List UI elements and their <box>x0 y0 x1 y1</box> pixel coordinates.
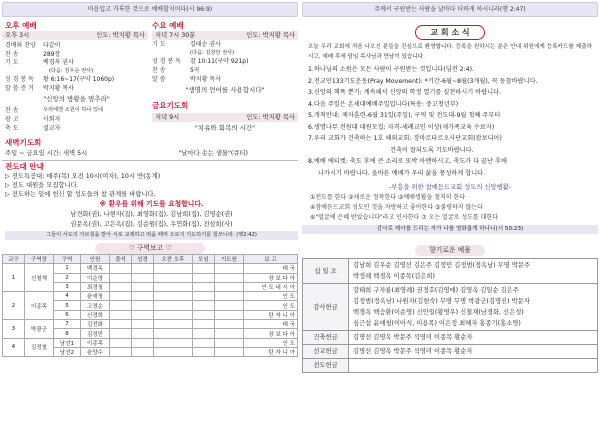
dawn-sermon-title: "날마다 솟는 샘물"(큐티) <box>178 150 248 157</box>
cell-name: 김정민 <box>80 329 109 338</box>
col-header: 모임 <box>192 255 214 264</box>
wednesday-sermon-title: "생명의 언어를 사용합시다" <box>185 86 265 94</box>
order-key: 찬 송 <box>152 67 166 74</box>
evangelism-section <box>2 160 298 240</box>
afternoon-leader: 인도: 박지황 목사 <box>96 32 145 39</box>
order-value: 백경옥 권사 <box>43 59 74 66</box>
order-value: 사회자 <box>43 116 61 123</box>
table-row <box>3 320 298 329</box>
news-item: 6.생명나무 전원대 대원모집: 자격-세례교인 이상(세가족교육 수료자) <box>308 123 495 131</box>
col-header: 교구 <box>3 255 25 264</box>
dawn-time: 주일 ~ 금요일 시간: 새벽 5시 <box>5 150 88 157</box>
offering-row <box>303 331 598 345</box>
order-value: 설교자 <box>43 125 61 132</box>
growth-list <box>302 193 598 223</box>
friday-time: 저녁 9시 <box>155 114 180 121</box>
offering-table <box>302 258 598 373</box>
order-value: 289장 <box>43 51 61 58</box>
offering-names: 백경옥 백승환(이순영) 신안일(황영우) 신철재(남경화, 신은성) <box>353 309 524 316</box>
news-item: 1.하나님의 소원은 모든 사람이 구원받는 것입니다(딤전 2:4). <box>308 66 474 73</box>
cell-name: 최경청 <box>80 282 109 291</box>
cell-report: 장 보 다 아 <box>244 273 298 282</box>
cell-report: 인 도 네 시 아 <box>244 282 298 291</box>
col-header: 오전 오후 <box>153 255 192 264</box>
cell-area: 7 <box>54 320 81 329</box>
col-header: 기도원 <box>214 255 243 264</box>
wednesday-worship <box>148 20 298 135</box>
thanks-verse: 감사로 제사를 드리는 자가 나를 영화롭게 하나니(시 50:23) <box>302 225 598 234</box>
news-item-cont: 건축이 잘되도록 기도바랍니다. <box>390 146 474 154</box>
cell-name: 김전화 <box>80 320 109 329</box>
table-row <box>3 292 298 301</box>
offering-names: 김정범(정옥남) 나원자(김현숙) 무명 무명 박광군(김명진) 박문자 <box>353 298 530 305</box>
order-value-next: (다음: 김창만 권사) <box>190 50 235 56</box>
growth-line: ④참예듣드교회 성도인 것을 자랑하고 좋아한다 ⑤불평하지 않는다 <box>310 204 483 211</box>
wednesday-title: 수요 예배 <box>152 21 184 30</box>
order-value: 우리에겐 소원이 하나 있네 <box>43 107 104 113</box>
news-item: 7.우리 교회가 건축하는 1호 해외교회: 장마르타르오사단교회(캄보디아) <box>308 135 502 142</box>
prayer-names: 남견화(권), 나현자(집), 최영화(집), 김남희(집), 김영순(권) <box>70 211 233 218</box>
order-value: 잠 10:11(구약 921p) <box>190 58 249 65</box>
cell-report: 탄 자 니 아 <box>244 347 298 356</box>
order-value: 박지황 목사 <box>43 85 74 92</box>
cell-name: 백경옥 <box>80 264 109 273</box>
order-value-next: (다음: 김우순 권사) <box>49 68 94 74</box>
news-item: 3.신앙의 핵폭 뿐기: 계속해서 신앙의 학정 열기를 실천하시기 바랍니다. <box>308 89 502 96</box>
region-report-title: ♡ 구역보고 ♡ <box>95 243 205 254</box>
news-item: 5.개척안내: 제자훈련-6월 31일(주일), 구역 및 전도대-9월 첫째 주부터 <box>308 112 501 119</box>
cell-name: 이종목 <box>80 338 109 347</box>
cell-leader: 이종목 <box>24 292 53 320</box>
order-key: 찬 송 <box>5 107 19 114</box>
offering-row <box>303 359 598 373</box>
offering-label: 선교헌금 <box>303 345 349 359</box>
cell-gyo: 3 <box>3 320 25 339</box>
cell-leader: 박광군 <box>24 320 53 339</box>
order-key: 말 씀 <box>152 76 166 83</box>
afternoon-title: 오후 예배 <box>5 21 37 30</box>
order-key: 말 씀 증 거 <box>5 85 34 92</box>
cell-report: 인 도 <box>244 292 298 301</box>
cell-report: 탄 자 니 아 <box>244 310 298 319</box>
prayer-request-heading: ※ 환우를 위해 기도를 요청합니다. <box>99 200 204 208</box>
friday-leader: 인도: 박지황 목사 <box>246 114 295 121</box>
offering-label: 건축헌금 <box>303 331 349 345</box>
order-value: 박지황 목사 <box>190 76 221 83</box>
dawn-prayer <box>2 137 298 159</box>
order-value: 5곡 <box>190 67 200 74</box>
cell-report: 인 도 <box>244 338 298 347</box>
cell-name: 고경순 <box>80 301 109 310</box>
left-banner: 마음입고 거룩한 것으로 예배할지어다(시 96:9) <box>2 2 298 17</box>
order-value: 왕 6:16~17(구약 1060p) <box>43 76 115 83</box>
region-report-table <box>2 254 298 357</box>
welcome-text: 오늘 우리 교회에 처음 나오신 분들을 진심으로 환영합니다. 등록을 원하시는 분은 안내 위원에게 등록카드를 제출하시고, 예배 후에 담임 목사님과 만남이 있습니다. <box>308 44 592 60</box>
cell-gyo: 1 <box>3 264 25 292</box>
table-row <box>3 338 298 347</box>
col-header: 보 고 <box>244 255 298 264</box>
cell-name: 이순영 <box>80 273 109 282</box>
cell-area: 4 <box>54 292 81 301</box>
news-item: 2.전교인133기도운동(Pray Movement): *기간-6월~8월(3개월), 꼭 동참바랍니다. <box>308 77 538 85</box>
cell-area: 3 <box>54 282 81 291</box>
order-value: 다같이 <box>43 42 61 49</box>
offering-label: 전도헌금 <box>303 359 349 373</box>
order-key: 찬 송 <box>5 51 19 58</box>
order-key: 성 경 봉 독 <box>5 76 34 83</box>
growth-line: ①전도를 한다 ②새로운 정착한다 ③예배생활을 철저히 한다 <box>310 194 466 201</box>
news-title: 교 회 소 식 <box>415 25 484 40</box>
left-page <box>2 2 298 422</box>
order-key: 경배와 찬양 <box>5 42 36 49</box>
cell-report: 태 국 <box>244 264 298 273</box>
order-key: 기 도 <box>152 41 166 48</box>
offering-names: 강태희 구자룡(최영례) 권정호(김영애) 김영옥 김일순 김은주 <box>353 287 519 294</box>
cell-gyo: 4 <box>3 338 25 357</box>
order-key: 광 고 <box>5 116 19 123</box>
cell-name: 신경희 <box>80 310 109 319</box>
col-header: 구역 <box>54 255 81 264</box>
growth-line: ⑥"얼굴에 은혜 받았습니다"라고 인사한다 ⑦ 오는 얼굴로 성도를 대한다 <box>310 214 499 221</box>
region-report <box>2 243 298 357</box>
friday-title: 금요기도회 <box>152 101 189 110</box>
prayer-names: 권문옥(권), 고은옥(집), 김순원(집), 우연화(집), 전삼희(사) <box>70 220 233 228</box>
offering-row <box>303 345 598 359</box>
offering-names: 심근섭 윤애청(이아식, 이용목) 이은정 최혜자 홍종기(홍소영) <box>353 320 521 327</box>
offering-title: 향기로운 예물 <box>415 245 485 256</box>
evangelism-line: ▷ 전도하는 일에 헌신 할 성도들의 참 관계를 바랍니다. <box>5 191 156 198</box>
table-row <box>3 264 298 273</box>
order-key: 축 도 <box>5 125 19 132</box>
cell-area: 남선2 <box>54 347 81 356</box>
offering-row <box>303 284 598 331</box>
order-key: 기 도 <box>5 59 19 66</box>
right-banner: 주께서 구원받는 사람을 날마다 더하게 하시니라(행 2:47) <box>302 2 598 17</box>
wednesday-leader: 인도: 박지황 목사 <box>246 32 295 39</box>
evangelism-title: 전도대 안내 <box>5 162 44 171</box>
right-page <box>302 2 598 422</box>
afternoon-sermon-title: "신앙의 방황을 멈추라" <box>43 95 110 103</box>
order-value: 김태순 권사 <box>190 41 221 48</box>
evangelism-line: ▷ 전도특공대: 매주(목) 오전 10시(여자), 10시 반(동계) <box>5 173 161 180</box>
cell-area: 남선1 <box>54 338 81 347</box>
col-header: 성경 <box>131 255 153 264</box>
col-header: 출석 <box>110 255 132 264</box>
col-header: 인원 <box>80 255 109 264</box>
cell-area: 5 <box>54 301 81 310</box>
cell-gyo: 2 <box>3 292 25 320</box>
news-item: 8.예배 에티켓: 축도 후에 큰 소리로 또박 아멘하시고, 축도가 다 끝난 후에 <box>308 158 507 165</box>
col-header: 구역장 <box>24 255 53 264</box>
cell-name: 윤애청 <box>80 292 109 301</box>
dawn-title: 새벽기도회 <box>5 138 42 147</box>
afternoon-time: 오후 3시 <box>5 32 30 39</box>
news-item: 4.다음 주일은 온세대예배주일입니다(특송: 중고청년부) <box>308 100 459 108</box>
cell-name: 윤양수 <box>80 347 109 356</box>
cell-area: 8 <box>54 329 81 338</box>
offering-names: 김명선 김영옥 박문주 석영미 이종목 황순자 <box>353 348 473 355</box>
evangelism-line: ▷ 전도 대원을 모집합니다. <box>5 182 79 189</box>
offering-names: 박정례 백경옥 이종목(김은희) <box>353 273 435 280</box>
wednesday-time: 저녁 7시 30분 <box>155 32 196 39</box>
cell-area: 2 <box>54 273 81 282</box>
offering-names: 김남희 김우순 김영선 김은주 김정민 김정범(정옥남) 무명 박문주 <box>353 262 531 269</box>
news-item-cont: 나가시기 바랍니다. 올바른 예배가 우리 삶을 풍성하게 합니다. <box>318 169 486 177</box>
cell-area: 1 <box>54 264 81 273</box>
offering-row <box>303 259 598 284</box>
cell-report: 인 도 <box>244 301 298 310</box>
cell-report: 태 국 <box>244 320 298 329</box>
order-key: 성 경 봉 독 <box>152 58 181 65</box>
bible-verse-banner: 그들이 사도의 가르침을 받아 서로 교제하고 떡을 떼며 오로지 기도하기를 힘쓰니라. (행2:42) <box>5 231 298 240</box>
offering-label: 십 일 조 <box>303 259 349 284</box>
offering-label: 감사헌금 <box>303 284 349 331</box>
friday-sermon-title: "치유와 회복의 시간" <box>194 124 256 132</box>
cell-area: 6 <box>54 310 81 319</box>
cell-leader: 신철재 <box>24 264 53 292</box>
cell-leader: 김정철 <box>24 338 53 357</box>
cell-report: 장 보 다 아 <box>244 329 298 338</box>
afternoon-worship <box>2 20 148 135</box>
news-list <box>302 64 598 179</box>
offering-names: 김명선 김영옥 박문주 석영미 이종목 황순자 <box>353 334 473 341</box>
growth-title: -부흥을 위한 참예듣드교회 성도의 신앙행활- <box>388 184 512 191</box>
